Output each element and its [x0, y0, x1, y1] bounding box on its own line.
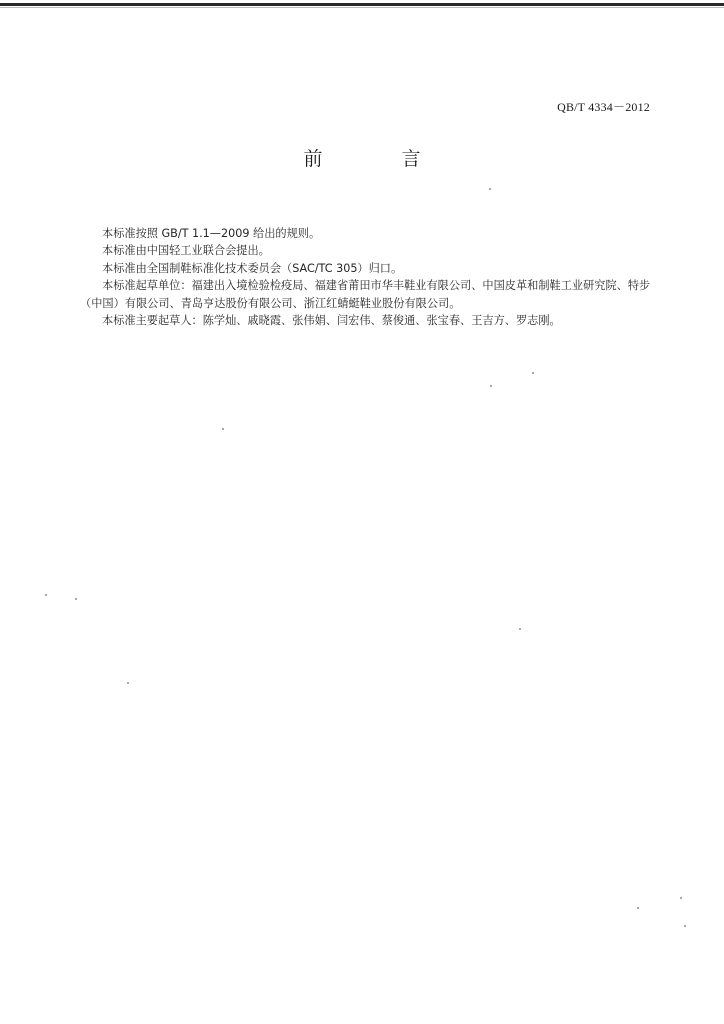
paragraph-managed-by: 本标准由全国制鞋标准化技术委员会（SAC/TC 305）归口。	[102, 261, 403, 275]
scan-speck	[222, 428, 224, 430]
scan-speck	[490, 385, 492, 387]
scan-speck	[684, 925, 686, 927]
standard-code: QB/T 4334－2012	[557, 100, 650, 114]
scan-speck	[637, 907, 639, 909]
scan-speck	[489, 188, 491, 190]
paragraph-drafting-units: 本标准起草单位：福建出入境检验检疫局、福建省莆田市华丰鞋业有限公司、中国皮革和制鞋工业研究院、特步（中国）有限公司、青岛亨达股份有限公司、浙江红蜻蜓鞋业股份有限公司。	[80, 279, 651, 310]
scan-speck	[680, 897, 682, 899]
scan-speck	[127, 682, 129, 684]
scan-top-border-shadow	[0, 7, 724, 8]
paragraph-proposed-by: 本标准由中国轻工业联合会提出。	[102, 244, 270, 258]
scan-speck	[532, 372, 534, 374]
foreword-body	[80, 225, 660, 329]
paragraph-main-drafters: 本标准主要起草人：陈学灿、戚晓霞、张伟娟、闫宏伟、蔡俊通、张宝春、王吉方、罗志刚。	[102, 314, 561, 328]
page-title: 前 言	[303, 148, 451, 170]
paragraph-drafting-rules: 本标准按照 GB/T 1.1—2009 给出的规则。	[102, 227, 321, 240]
scan-speck	[519, 628, 521, 630]
scan-speck	[75, 598, 77, 600]
scan-speck	[45, 594, 47, 596]
scan-top-border	[0, 3, 724, 6]
